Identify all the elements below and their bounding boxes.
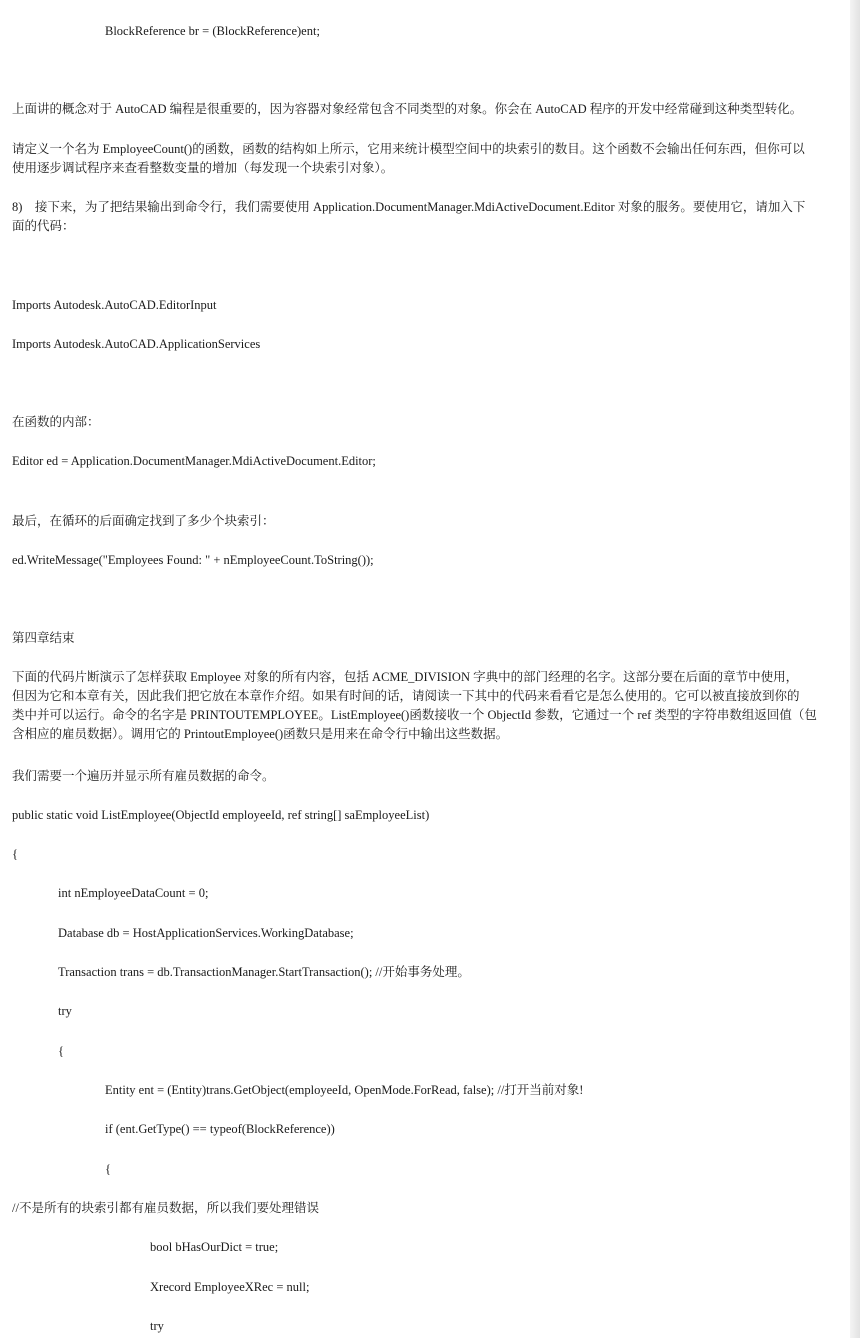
- code-line: {: [105, 1162, 111, 1176]
- paragraph-line: 面的代码：: [12, 219, 75, 233]
- scrollbar-track[interactable]: [850, 0, 860, 1338]
- paragraph-line: 但因为它和本章有关，因此我们把它放在本章作介绍。如果有时间的话，请阅读一下其中的代码来看看它是怎么使用的。它可以被直接放到你的: [12, 689, 800, 703]
- code-line: {: [58, 1044, 64, 1058]
- chapter-end-heading: 第四章结束: [12, 631, 75, 645]
- code-line: public static void ListEmployee(ObjectId employeeId, ref string[] saEmployeeList): [12, 808, 430, 822]
- code-line: int nEmployeeDataCount = 0;: [58, 886, 209, 900]
- paragraph-line: 类中并可以运行。命令的名字是 PRINTOUTEMPLOYEE。ListEmployee()函数接收一个 ObjectId 参数，它通过一个 ref 类型的字符串数组返回值（包: [12, 708, 817, 722]
- code-line: Xrecord EmployeeXRec = null;: [150, 1280, 310, 1294]
- text-need-command: 我们需要一个遍历并显示所有雇员数据的命令。: [12, 769, 275, 783]
- code-line-editor: Editor ed = Application.DocumentManager.MdiActiveDocument.Editor;: [12, 454, 376, 468]
- code-line: {: [12, 847, 18, 861]
- paragraph-line: 下面的代码片断演示了怎样获取 Employee 对象的所有内容，包括 ACME_DIVISION 字典中的部门经理的名字。这部分要在后面的章节中使用，: [12, 670, 799, 684]
- paragraph-line: 上面讲的概念对于 AutoCAD 编程是很重要的，因为容器对象经常包含不同类型的对象。你会在 AutoCAD 程序的开发中经常碰到这种类型转化。: [12, 102, 803, 116]
- code-line-blockreference: BlockReference br = (BlockReference)ent;: [105, 24, 320, 38]
- code-line: Database db = HostApplicationServices.WorkingDatabase;: [58, 926, 354, 940]
- code-comment-line: //不是所有的块索引都有雇员数据，所以我们要处理错误: [12, 1201, 319, 1215]
- paragraph-concept: [12, 100, 848, 119]
- paragraph-line: 使用逐步调试程序来查看整数变量的增加（每发现一个块索引对象）。: [12, 161, 394, 175]
- text-inside-function: 在函数的内部：: [12, 415, 100, 429]
- code-line: try: [150, 1319, 164, 1333]
- code-line: bool bHasOurDict = true;: [150, 1240, 279, 1254]
- code-line: Entity ent = (Entity)trans.GetObject(employeeId, OpenMode.ForRead, false); //打开当前对象!: [105, 1083, 584, 1097]
- code-line-writemessage: ed.WriteMessage("Employees Found: " + nEmployeeCount.ToString());: [12, 553, 374, 567]
- paragraph-line: 请定义一个名为 EmployeeCount()的函数，函数的结构如上所示，它用来统计模型空间中的块索引的数目。这个函数不会输出任何东西，但你可以: [12, 142, 805, 156]
- paragraph-line: 含相应的雇员数据）。调用它的 PrintoutEmployee()函数只是用来在命令行中输出这些数据。: [12, 727, 509, 741]
- paragraph-employeecount: [12, 140, 848, 178]
- paragraph-listemployee-intro: [12, 668, 848, 744]
- paragraph-step-8: [12, 198, 848, 236]
- paragraph-line: 8) 接下来，为了把结果输出到命令行，我们需要使用 Application.DocumentManager.MdiActiveDocument.Editor 对象的服务。要使用它，请加入下: [12, 200, 806, 214]
- code-line: Transaction trans = db.TransactionManager.StartTransaction(); //开始事务处理。: [58, 965, 470, 979]
- code-line: try: [58, 1004, 72, 1018]
- code-line: if (ent.GetType() == typeof(BlockReference)): [105, 1122, 335, 1136]
- code-line-import-editorinput: Imports Autodesk.AutoCAD.EditorInput: [12, 298, 217, 312]
- text-finally: 最后，在循环的后面确定找到了多少个块索引：: [12, 514, 275, 528]
- code-line-import-appservices: Imports Autodesk.AutoCAD.ApplicationServices: [12, 337, 261, 351]
